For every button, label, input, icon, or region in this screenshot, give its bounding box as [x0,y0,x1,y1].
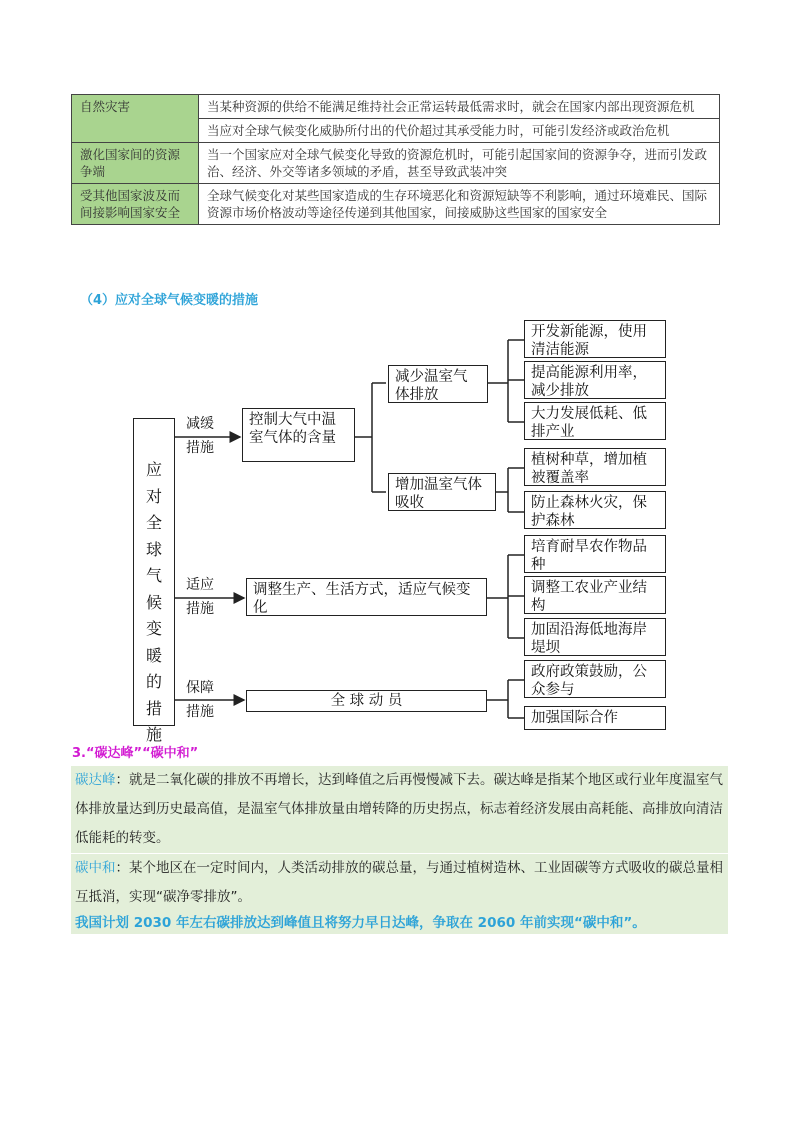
root-char: 措 [145,698,162,718]
mitigation-center-box: 控制大气中温室气体的含量 [242,408,355,462]
mitigation-label-1: 减缓 [186,416,214,432]
carbon-peak-text: ：就是二氧化碳的排放不再增长，达到峰值之后再慢慢减下去。碳达峰是指某个地区或行业年度温室气体排放量达到历史最高值，是温室气体排放量由增转降的历史拐点，标志着经济发展由高耗能、高排放向清洁低能耗的转变。 [75,772,723,846]
carbon-plan-paragraph [71,912,728,934]
root-char: 应 [145,460,162,479]
increase-absorption-box: 增加温室气体吸收 [388,473,496,511]
carbon-neutral-text: ：某个地区在一定时间内，人类活动排放的碳总量，与通过植树造林、工业固碳等方式吸收的碳总量相互抵消，实现“碳净零排放”。 [75,860,723,905]
mitigation-label-2: 措施 [186,440,214,456]
root-char: 变 [145,619,162,638]
carbon-peak-paragraph [71,766,728,853]
table-cell-desc: 当某种资源的供给不能满足维持社会正常运转最低需求时，就会在国家内部出现资源危机 [199,95,720,119]
carbon-section-title: 3.“碳达峰”“碳中和” [72,746,199,761]
adaptation-label-1: 适应 [186,577,214,593]
root-char: 全 [145,513,162,532]
adaptation-item-box: 调整工农业产业结构 [524,576,666,614]
root-char: 的 [145,672,162,691]
diagram-root-box [133,418,175,744]
increase-item-box: 防止森林火灾，保护森林 [524,491,666,529]
measures-heading: （4）应对全球气候变暖的措施 [80,293,259,308]
carbon-neutral-term: 碳中和 [75,860,116,876]
root-char: 气 [145,566,162,585]
root-char: 球 [145,539,162,559]
table-cell-desc: 当应对全球气候变化威胁所付出的代价超过其承受能力时，可能引发经济或政治危机 [199,119,720,143]
root-char: 对 [145,486,162,506]
guarantee-item-box: 加强国际合作 [524,706,666,730]
reduce-item-box: 提高能源利用率，减少排放 [524,361,666,399]
table-cell-category: 受其他国家波及而间接影响国家安全 [72,184,199,225]
table-cell-category: 自然灾害 [72,95,199,143]
adaptation-center-box: 调整生产、生活方式，适应气候变化 [246,578,487,616]
carbon-plan-text: 我国计划 2030 年左右碳排放达到峰值且将努力早日达峰，争取在 2060 年前实现“碳中和”。 [75,915,646,931]
reduce-emission-box: 减少温室气体排放 [388,365,488,403]
increase-item-box: 植树种草，增加植被覆盖率 [524,448,666,486]
carbon-neutral-paragraph [71,854,728,912]
root-char: 暖 [145,645,162,665]
table-cell-desc: 当一个国家应对全球气候变化导致的资源危机时，可能引起国家间的资源争夺，进而引发政治、经济、外交等诸多领域的矛盾，甚至导致武装冲突 [199,143,720,184]
guarantee-center-box: 全 球 动 员 [246,690,487,712]
root-char: 候 [145,592,162,612]
guarantee-item-box: 政府政策鼓励，公众参与 [524,660,666,698]
guarantee-label-2: 措施 [186,704,214,720]
adaptation-label-2: 措施 [186,601,214,617]
reduce-item-box: 大力发展低耗、低排产业 [524,402,666,440]
carbon-peak-term: 碳达峰 [75,772,116,788]
root-char: 施 [145,725,162,744]
table-cell-desc: 全球气候变化对某些国家造成的生存环境恶化和资源短缺等不利影响，通过环境难民、国际资源市场价格波动等途径传递到其他国家，间接威胁这些国家的国家安全 [199,184,720,225]
table-cell-category: 激化国家间的资源争端 [72,143,199,184]
adaptation-item-box: 培育耐旱农作物品种 [524,535,666,573]
reduce-item-box: 开发新能源，使用清洁能源 [524,320,666,358]
adaptation-item-box: 加固沿海低地海岸堤坝 [524,618,666,656]
guarantee-label-1: 保障 [186,680,214,696]
